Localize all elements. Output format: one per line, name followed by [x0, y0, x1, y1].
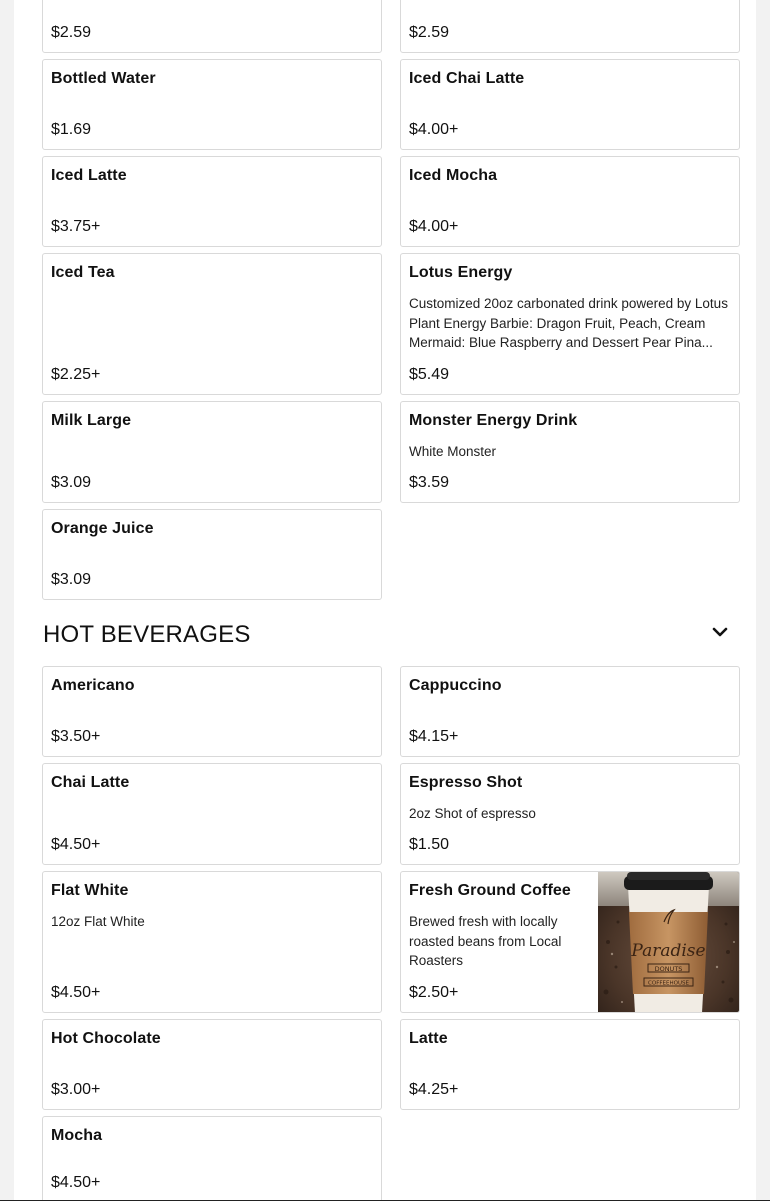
menu-item-latte[interactable]	[400, 1019, 740, 1110]
menu-item-price: $4.50+	[51, 1174, 101, 1191]
menu-item-name: Latte	[409, 1030, 448, 1047]
menu-item-price: $3.75+	[51, 218, 101, 235]
menu-item-description: Customized 20oz carbonated drink powered by Lotus Plant Energy Barbie: Dragon Fruit, Peach, Cream Mermaid: Blue Raspberry and Dessert Pear Pina...	[409, 296, 728, 350]
menu-item-price: $3.09	[51, 474, 92, 491]
photo-logo-sub: DONUTS	[654, 965, 683, 973]
menu-item-name: Mocha	[51, 1127, 103, 1144]
menu-item-name: Lotus Energy	[409, 264, 513, 281]
menu-item-mocha[interactable]	[42, 1116, 382, 1201]
menu-item-name: Chai Latte	[51, 774, 130, 791]
menu-item-price: $4.00+	[409, 121, 459, 138]
menu-item-name: Fresh Ground Coffee	[409, 882, 571, 899]
menu-item-iced-mocha[interactable]	[400, 156, 740, 247]
menu-item-price: $2.25+	[51, 366, 101, 383]
menu-item-price: $3.00+	[51, 1081, 101, 1098]
menu-item-price: $2.50+	[409, 984, 459, 1001]
menu-item-name: Monster Energy Drink	[409, 412, 578, 429]
menu-item-description: White Monster	[409, 444, 497, 459]
menu-item-price: $2.59	[51, 24, 92, 41]
menu-item-name: Iced Latte	[51, 167, 127, 184]
left-gutter	[0, 0, 14, 1201]
menu-item-chai-latte[interactable]	[42, 763, 382, 865]
menu-item-cappuccino[interactable]	[400, 666, 740, 757]
menu-item-iced-chai-latte[interactable]	[400, 59, 740, 150]
menu-item-name: Iced Chai Latte	[409, 70, 525, 87]
menu-item-milk-large[interactable]	[42, 401, 382, 503]
menu-item-name: Bottled Water	[51, 70, 156, 87]
menu-item-iced-tea[interactable]	[42, 253, 382, 395]
menu-item-card[interactable]	[42, 0, 382, 53]
menu-item-price: $4.50+	[51, 836, 101, 853]
menu-item-card[interactable]	[400, 0, 740, 53]
menu-item-price: $1.69	[51, 121, 92, 138]
menu-item-name: Iced Tea	[51, 264, 115, 281]
section-title-hot-beverages: HOT BEVERAGES	[43, 621, 251, 648]
menu-item-orange-juice[interactable]	[42, 509, 382, 600]
menu-item-americano[interactable]	[42, 666, 382, 757]
menu-item-flat-white[interactable]	[42, 871, 382, 1013]
menu-item-price: $1.50	[409, 836, 450, 853]
menu-item-description: 2oz Shot of espresso	[409, 806, 536, 821]
chevron-down-icon[interactable]	[709, 622, 731, 642]
menu-item-price: $3.50+	[51, 728, 101, 745]
photo-logo-sub2: COFFEEHOUSE	[648, 980, 689, 987]
right-gutter	[756, 0, 770, 1201]
menu-item-hot-chocolate[interactable]	[42, 1019, 382, 1110]
menu-item-price: $4.25+	[409, 1081, 459, 1098]
menu-item-price: $3.09	[51, 571, 92, 588]
menu-item-espresso-shot[interactable]	[400, 763, 740, 865]
menu-item-fresh-ground-coffee[interactable]	[400, 871, 740, 1013]
menu-item-name: Cappuccino	[409, 677, 502, 694]
coffee-cup-photo	[598, 872, 739, 1013]
menu-item-bottled-water[interactable]	[42, 59, 382, 150]
menu-item-price: $2.59	[409, 24, 450, 41]
menu-item-description: 12oz Flat White	[51, 914, 145, 929]
photo-logo-text: Paradise	[631, 941, 706, 961]
menu-item-price: $5.49	[409, 366, 450, 383]
menu-item-monster-energy-drink[interactable]	[400, 401, 740, 503]
menu-item-name: Milk Large	[51, 412, 132, 429]
menu-item-description: Brewed fresh with locally roasted beans from Local Roasters	[409, 914, 562, 968]
menu-item-iced-latte[interactable]	[42, 156, 382, 247]
menu-item-name: Iced Mocha	[409, 167, 498, 184]
menu-item-price: $3.59	[409, 474, 450, 491]
menu-item-price: $4.50+	[51, 984, 101, 1001]
menu-item-name: Flat White	[51, 882, 129, 899]
menu-item-price: $4.15+	[409, 728, 459, 745]
menu-item-name: Americano	[51, 677, 135, 694]
menu-item-name: Hot Chocolate	[51, 1030, 161, 1047]
menu-item-name: Espresso Shot	[409, 774, 523, 791]
menu-item-price: $4.00+	[409, 218, 459, 235]
menu-item-lotus-energy[interactable]	[400, 253, 740, 395]
menu-item-name: Orange Juice	[51, 520, 154, 537]
